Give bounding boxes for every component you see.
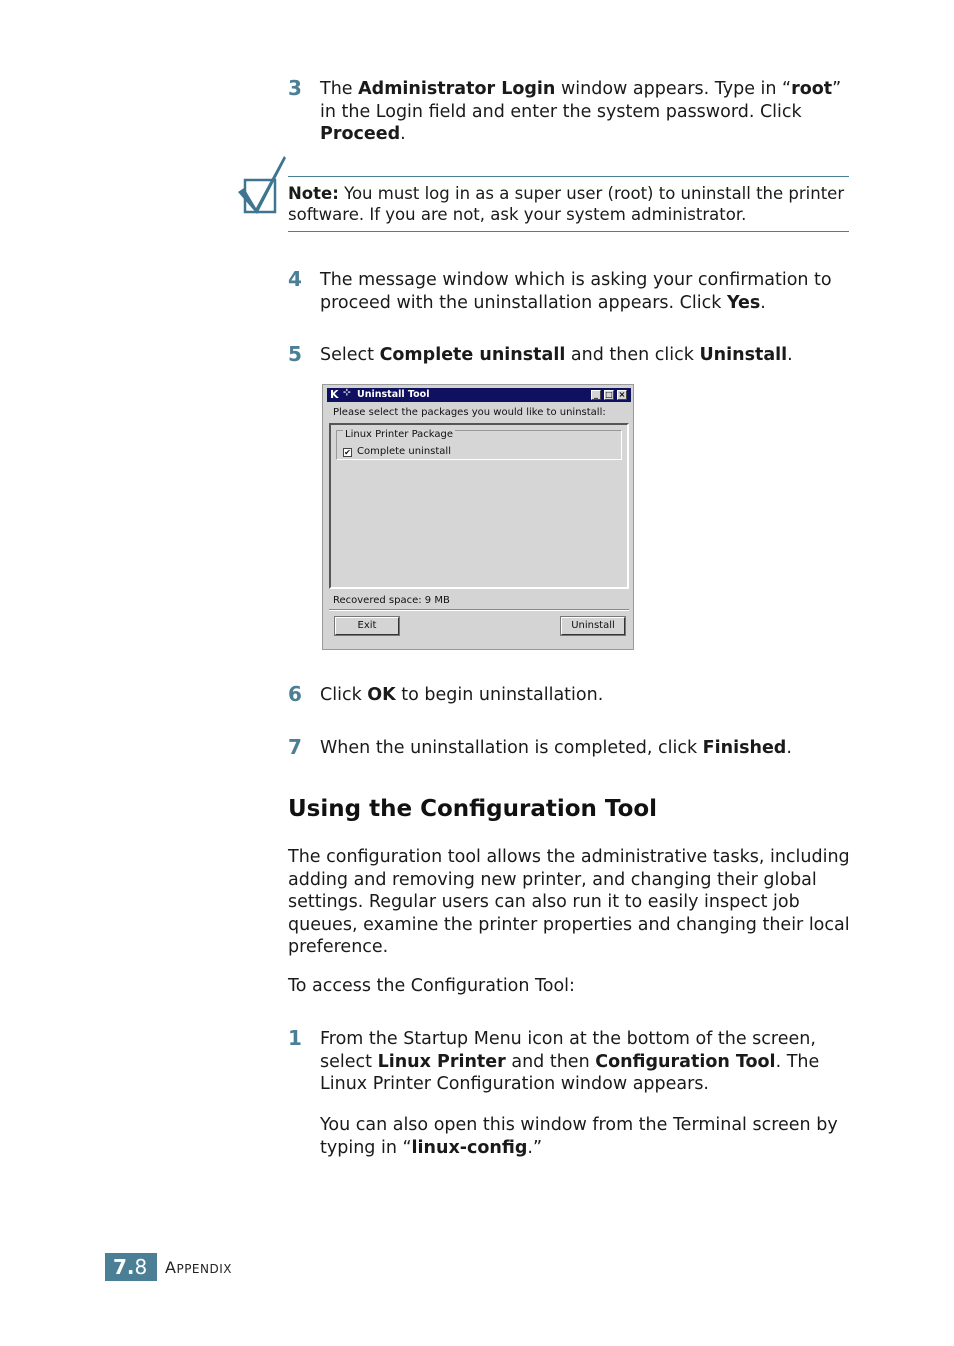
bold-term: Yes xyxy=(726,292,761,313)
text-run: . xyxy=(760,292,766,313)
bold-term: Linux Printer xyxy=(377,1051,506,1072)
package-group xyxy=(336,430,622,460)
step-text xyxy=(320,78,850,146)
bold-term: root xyxy=(791,79,833,99)
step-number: 4 xyxy=(288,267,302,291)
bold-term: Configuration Tool xyxy=(595,1051,776,1072)
access-text: To access the Configuration Tool: xyxy=(288,976,575,996)
text-run: . The Linux Printer Configuration window appears. xyxy=(320,1051,820,1094)
section-intro: The configuration tool allows the administrative tasks, including adding and removing new printer, and changing their global settings. Regular users can also run it to easily inspect job queues, examine the printer properties and changing their local preference. xyxy=(288,847,850,957)
footer-section-label xyxy=(165,1258,232,1277)
page-number-badge xyxy=(105,1253,157,1281)
text-run: . xyxy=(786,738,792,758)
step-number: 7 xyxy=(288,735,302,759)
package-list-panel xyxy=(329,423,629,589)
chapter-number: 7. xyxy=(113,1255,135,1279)
footer-label-first: A xyxy=(165,1258,177,1277)
text-run: Click xyxy=(320,685,368,705)
complete-uninstall-checkbox[interactable]: ✔ xyxy=(344,448,351,457)
divider xyxy=(329,609,629,611)
page-number: 8 xyxy=(134,1255,148,1279)
step-text xyxy=(320,684,850,707)
text-run: The message window which is asking your confirmation to proceed with the uninstallation appears. Click xyxy=(320,270,832,313)
bold-term: Finished xyxy=(702,738,787,758)
kde-logo-icon: K xyxy=(330,388,339,401)
window-titlebar xyxy=(327,388,631,402)
bold-term: Uninstall xyxy=(699,345,788,365)
step-number: 6 xyxy=(288,682,302,706)
step-text xyxy=(320,1028,850,1096)
step-number: 1 xyxy=(288,1026,302,1050)
package-group-label: Linux Printer Package xyxy=(345,429,454,440)
section-heading: Using the Configuration Tool xyxy=(288,796,658,822)
note-bottom-rule xyxy=(288,231,849,232)
step-extra-text xyxy=(320,1114,850,1159)
checkmark-note-icon xyxy=(236,154,288,216)
text-run: and then xyxy=(505,1051,596,1072)
exit-button[interactable]: Exit xyxy=(335,617,399,635)
maximize-icon[interactable]: □ xyxy=(605,390,613,399)
text-run: . xyxy=(787,345,793,365)
uninstall-button[interactable]: Uninstall xyxy=(561,617,625,635)
note-top-rule xyxy=(288,176,849,177)
pin-icon[interactable]: ⊹ xyxy=(343,388,351,398)
bold-term: Complete uninstall xyxy=(379,345,566,365)
text-run: .” xyxy=(527,1137,543,1158)
step-text xyxy=(320,344,850,367)
bold-term: OK xyxy=(367,685,396,705)
text-run: When the uninstallation is completed, click xyxy=(320,738,703,758)
complete-uninstall-label[interactable]: Complete uninstall xyxy=(357,446,451,457)
recovered-space-status: Recovered space: 9 MB xyxy=(333,595,450,606)
note-text xyxy=(288,183,849,225)
text-run: . xyxy=(400,124,406,144)
text-run: You can also open this window from the Terminal screen by typing in “ xyxy=(320,1115,838,1158)
bold-term: Administrator Login xyxy=(358,79,556,99)
bold-term: linux-config xyxy=(411,1137,528,1158)
close-icon[interactable]: × xyxy=(618,390,626,399)
text-run: You must log in as a super user (root) to uninstall the printer software. If you are not, ask your system administrator. xyxy=(288,184,845,224)
text-run: and then click xyxy=(565,345,700,365)
step-text xyxy=(320,737,850,760)
dialog-prompt: Please select the packages you would like to uninstall: xyxy=(333,407,606,418)
bold-term: Proceed xyxy=(320,124,401,144)
text-run: to begin uninstallation. xyxy=(395,685,604,705)
text-run: From the Startup Menu icon at the bottom of the screen, select xyxy=(320,1029,816,1072)
footer-label-rest: PPENDIX xyxy=(176,1262,232,1276)
text-run: window appears. Type in “ xyxy=(555,79,792,99)
window-title: Uninstall Tool xyxy=(357,389,430,400)
text-run: Select xyxy=(320,345,380,365)
uninstall-tool-window xyxy=(322,384,634,650)
step-text xyxy=(320,269,850,314)
step-number: 5 xyxy=(288,342,302,366)
step-number: 3 xyxy=(288,76,302,100)
minimize-icon[interactable]: _ xyxy=(591,390,601,400)
text-run: ” in the Login field and enter the system password. Click xyxy=(320,79,842,122)
bold-term: Note: xyxy=(288,184,339,203)
text-run: The xyxy=(320,79,359,99)
